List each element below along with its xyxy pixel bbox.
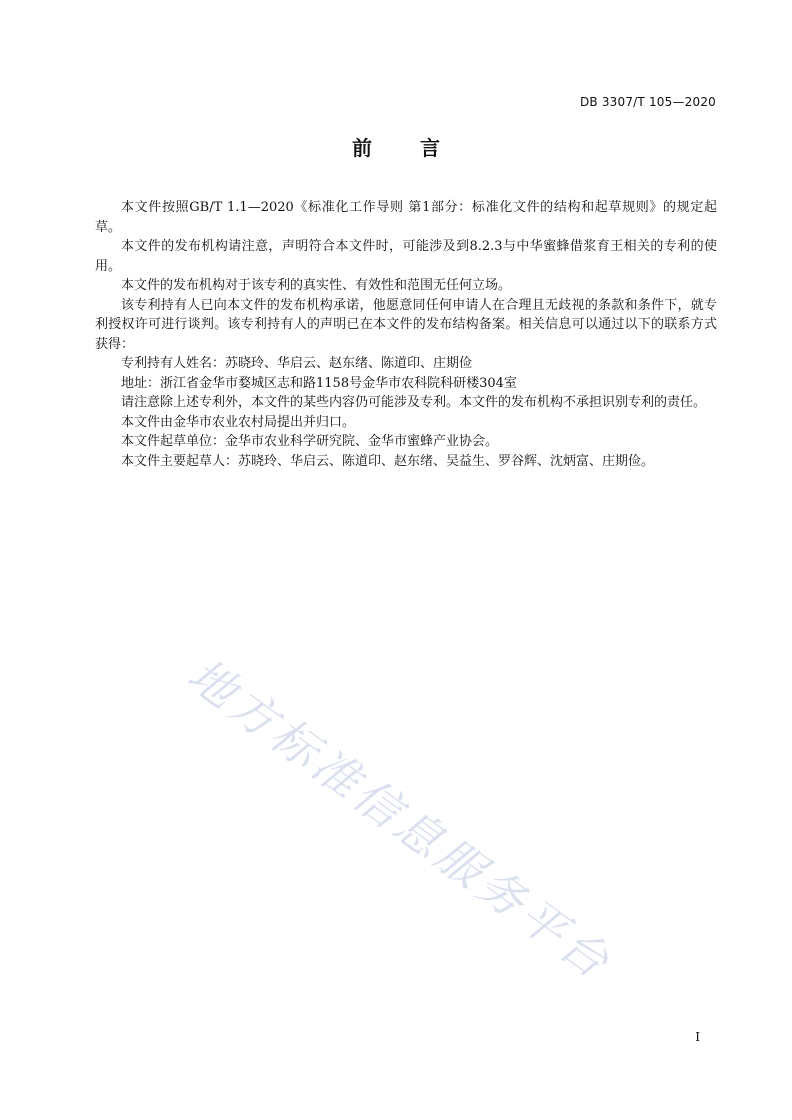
paragraph-drafting-units: 本文件起草单位：金华市农业科学研究院、金华市蜜蜂产业协会。 bbox=[121, 434, 499, 449]
paragraph-patent-commitment: 该专利持有人已向本文件的发布机构承诺，他愿意同任何申请人在合理且无歧视的条款和条件下，就专利授权许可进行谈判。该专利持有人的声明已在本文件的发布结构备案。相关信息可以通过以下的联系方式获得： bbox=[95, 297, 717, 352]
paragraph-patent-position: 本文件的发布机构对于该专利的真实性、有效性和范围无任何立场。 bbox=[121, 278, 512, 293]
page-number: I bbox=[695, 1030, 700, 1044]
page-title bbox=[0, 132, 792, 161]
paragraph-other-patents: 请注意除上述专利外，本文件的某些内容仍可能涉及专利。本文件的发布机构不承担识别专利的责任。 bbox=[121, 395, 707, 410]
paragraph-drafters: 本文件主要起草人：苏晓玲、华启云、陈道印、赵东绪、吴益生、罗谷辉、沈炳富、庄期俭。 bbox=[121, 453, 655, 469]
document-code: DB 3307/T 105—2020 bbox=[579, 95, 716, 109]
paragraph-address: 地址：浙江省金华市婺城区志和路1158号金华市农科院科研楼304室 bbox=[121, 375, 517, 391]
paragraph-standard-basis: 本文件按照GB/T 1.1—2020《标准化工作导则 第1部分：标准化文件的结构和起草规则》的规定起草。 bbox=[95, 200, 717, 235]
title-part-2: 言 bbox=[420, 136, 440, 160]
paragraph-patent-notice: 本文件的发布机构请注意，声明符合本文件时，可能涉及到8.2.3与中华蜜蜂借浆育王相关的专利的使用。 bbox=[95, 239, 717, 274]
foreword-body bbox=[95, 198, 717, 471]
paragraph-patent-holders: 专利持有人姓名：苏晓玲、华启云、赵东绪、陈道印、庄期俭 bbox=[121, 356, 473, 371]
watermark: 地方标准信息服务平台 bbox=[177, 647, 623, 991]
paragraph-proposer: 本文件由金华市农业农村局提出并归口。 bbox=[121, 414, 356, 430]
title-part-1: 前 bbox=[352, 136, 372, 160]
